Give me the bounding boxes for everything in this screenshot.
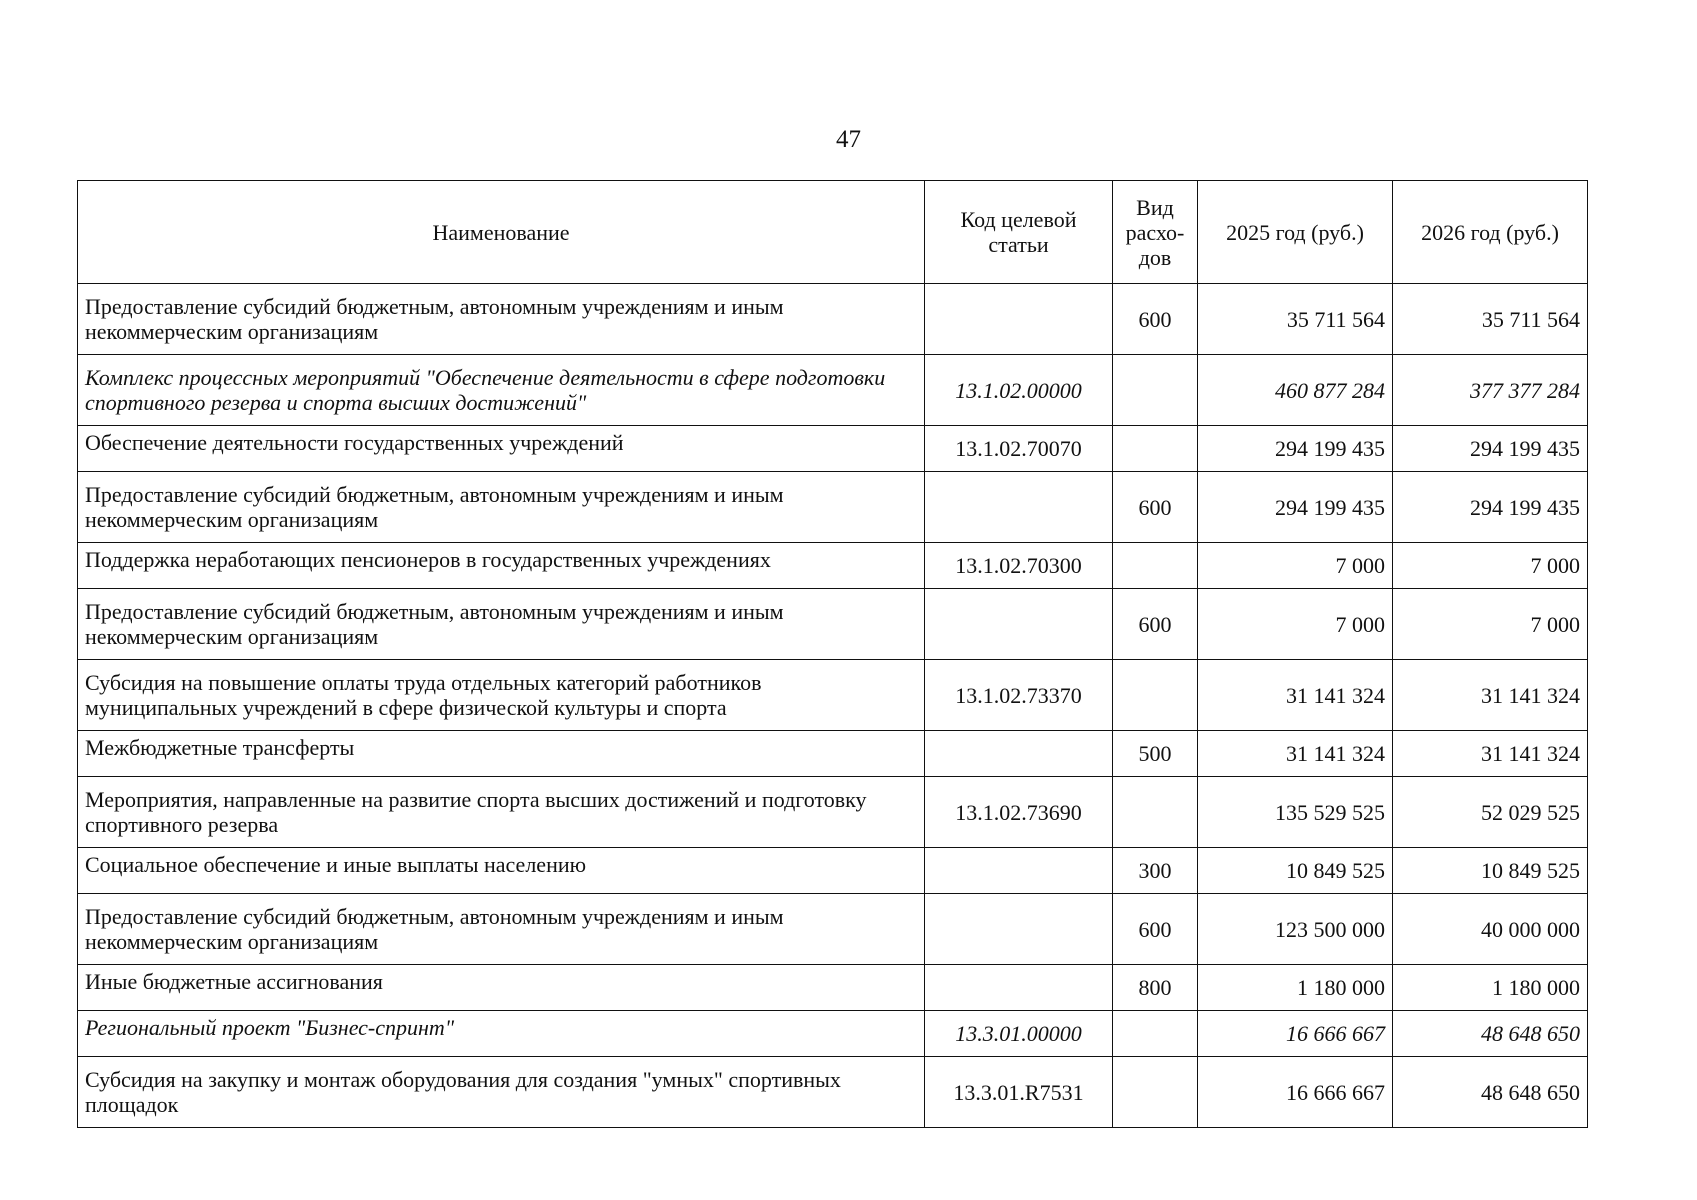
row-2025: 294 199 435	[1198, 426, 1393, 472]
row-name: Обеспечение деятельности государственных учреждений	[78, 426, 925, 472]
row-2025: 10 849 525	[1198, 848, 1393, 894]
row-kind: 800	[1113, 965, 1198, 1011]
row-kind	[1113, 660, 1198, 731]
row-code: 13.1.02.70070	[925, 426, 1113, 472]
row-code: 13.1.02.00000	[925, 355, 1113, 426]
row-2025: 294 199 435	[1198, 472, 1393, 543]
row-2026: 10 849 525	[1393, 848, 1588, 894]
row-2026: 294 199 435	[1393, 426, 1588, 472]
page-number: 47	[836, 126, 861, 153]
row-name: Мероприятия, направленные на развитие спорта высших достижений и подготовку спортивного резерва	[78, 777, 925, 848]
row-2026: 294 199 435	[1393, 472, 1588, 543]
row-code	[925, 472, 1113, 543]
table-row	[78, 731, 1588, 777]
row-2026: 52 029 525	[1393, 777, 1588, 848]
row-code: 13.3.01.R7531	[925, 1057, 1113, 1128]
row-name: Предоставление субсидий бюджетным, автономным учреждениям и иным некоммерческим организациям	[78, 894, 925, 965]
row-kind: 600	[1113, 589, 1198, 660]
row-2025: 16 666 667	[1198, 1057, 1393, 1128]
row-kind	[1113, 1011, 1198, 1057]
row-name: Иные бюджетные ассигнования	[78, 965, 925, 1011]
row-code	[925, 589, 1113, 660]
row-name: Субсидия на закупку и монтаж оборудования для создания "умных" спортивных площадок	[78, 1057, 925, 1128]
row-kind	[1113, 543, 1198, 589]
table-row	[78, 355, 1588, 426]
row-2026: 377 377 284	[1393, 355, 1588, 426]
row-code	[925, 848, 1113, 894]
row-2025: 460 877 284	[1198, 355, 1393, 426]
row-kind: 600	[1113, 472, 1198, 543]
row-2025: 135 529 525	[1198, 777, 1393, 848]
table-row	[78, 543, 1588, 589]
row-2025: 31 141 324	[1198, 660, 1393, 731]
row-name: Предоставление субсидий бюджетным, автономным учреждениям и иным некоммерческим организациям	[78, 589, 925, 660]
row-kind: 300	[1113, 848, 1198, 894]
row-2025: 35 711 564	[1198, 284, 1393, 355]
row-2026: 35 711 564	[1393, 284, 1588, 355]
table-row	[78, 777, 1588, 848]
row-2026: 7 000	[1393, 589, 1588, 660]
row-2025: 7 000	[1198, 589, 1393, 660]
row-code: 13.1.02.73690	[925, 777, 1113, 848]
row-name: Предоставление субсидий бюджетным, автономным учреждениям и иным некоммерческим организациям	[78, 284, 925, 355]
row-name: Предоставление субсидий бюджетным, автономным учреждениям и иным некоммерческим организациям	[78, 472, 925, 543]
row-2025: 31 141 324	[1198, 731, 1393, 777]
header-code: Код целевой статьи	[925, 181, 1113, 284]
table-row	[78, 660, 1588, 731]
row-2025: 16 666 667	[1198, 1011, 1393, 1057]
table-row	[78, 1057, 1588, 1128]
row-2025: 123 500 000	[1198, 894, 1393, 965]
row-kind: 500	[1113, 731, 1198, 777]
row-kind: 600	[1113, 284, 1198, 355]
row-name: Субсидия на повышение оплаты труда отдельных категорий работников муниципальных учреждений в сфере физической культуры и спорта	[78, 660, 925, 731]
table-row	[78, 894, 1588, 965]
row-2026: 48 648 650	[1393, 1057, 1588, 1128]
row-code	[925, 965, 1113, 1011]
table-row	[78, 965, 1588, 1011]
row-kind	[1113, 355, 1198, 426]
row-name: Комплекс процессных мероприятий "Обеспечение деятельности в сфере подготовки спортивного резерва и спорта высших достижений"	[78, 355, 925, 426]
row-name: Межбюджетные трансферты	[78, 731, 925, 777]
row-2025: 7 000	[1198, 543, 1393, 589]
budget-table	[77, 180, 1588, 1128]
row-code	[925, 731, 1113, 777]
row-2026: 48 648 650	[1393, 1011, 1588, 1057]
row-2026: 1 180 000	[1393, 965, 1588, 1011]
row-kind	[1113, 426, 1198, 472]
row-2026: 31 141 324	[1393, 660, 1588, 731]
row-code: 13.3.01.00000	[925, 1011, 1113, 1057]
table-row	[78, 848, 1588, 894]
table-row	[78, 1011, 1588, 1057]
table-row	[78, 472, 1588, 543]
row-code	[925, 894, 1113, 965]
table-row	[78, 284, 1588, 355]
row-code: 13.1.02.70300	[925, 543, 1113, 589]
row-kind	[1113, 777, 1198, 848]
row-2026: 31 141 324	[1393, 731, 1588, 777]
table-row	[78, 589, 1588, 660]
row-code	[925, 284, 1113, 355]
header-2025: 2025 год (руб.)	[1198, 181, 1393, 284]
row-name: Поддержка неработающих пенсионеров в государственных учреждениях	[78, 543, 925, 589]
header-name: Наименование	[78, 181, 925, 284]
row-2026: 7 000	[1393, 543, 1588, 589]
row-name: Социальное обеспечение и иные выплаты населению	[78, 848, 925, 894]
row-code: 13.1.02.73370	[925, 660, 1113, 731]
header-2026: 2026 год (руб.)	[1393, 181, 1588, 284]
row-2026: 40 000 000	[1393, 894, 1588, 965]
row-2025: 1 180 000	[1198, 965, 1393, 1011]
row-kind: 600	[1113, 894, 1198, 965]
row-name: Региональный проект "Бизнес-спринт"	[78, 1011, 925, 1057]
table-header-row	[78, 181, 1588, 284]
table-row	[78, 426, 1588, 472]
row-kind	[1113, 1057, 1198, 1128]
header-kind: Вид расхо-дов	[1113, 181, 1198, 284]
